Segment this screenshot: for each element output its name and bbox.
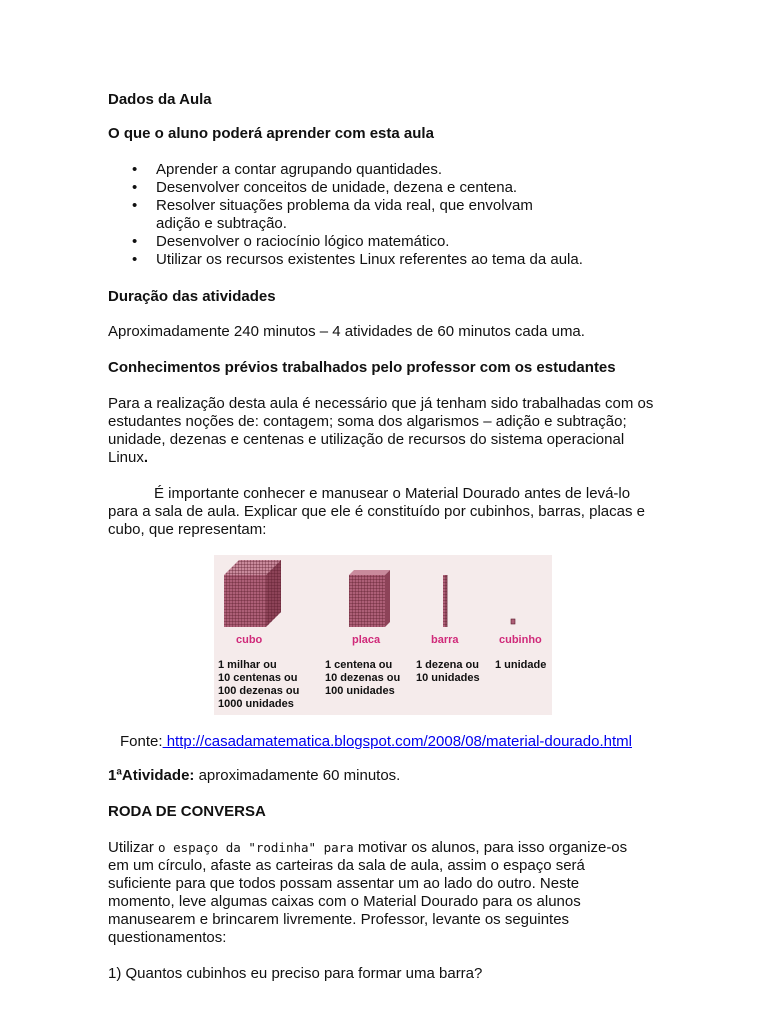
label-barra: barra [431, 634, 459, 646]
label-placa: placa [352, 634, 381, 646]
cubo-description: 1 milhar ou 10 centenas ou 100 dezenas ou 1000 unidades [218, 659, 300, 710]
heading-roda-de-conversa: RODA DE CONVERSA [108, 803, 266, 820]
heading-o-que-aprender: O que o aluno poderá aprender com esta aula [108, 125, 434, 142]
bullet-icon: • [132, 197, 138, 214]
cubinho-icon [511, 619, 515, 624]
material-dourado-paragraph: É importante conhecer e manusear o Material Dourado antes de levá-lo para a sala de aula. Explicar que ele é constituído por cubinhos, barras, placas e cubo, que representam: [108, 485, 645, 538]
cubinho-description: 1 unidade [495, 659, 547, 671]
barra-icon [443, 575, 447, 627]
barra-description: 1 dezena ou 10 unidades [416, 659, 480, 684]
placa-description: 1 centena ou 10 dezenas ou 100 unidades [325, 659, 401, 697]
question-1: 1) Quantos cubinhos eu preciso para formar uma barra? [108, 965, 483, 982]
roda-paragraph: Utilizar o espaço da "rodinha" para motivar os alunos, para isso organize-os em um círculo, afaste as carteiras da sala de aula, assim o espaço será suficiente para que todos possam assentar um ao lado do outro. Neste momento, leve algumas caixas com o Material Dourado para os alunos manusearem e brincarem livremente. Professor, levante os seguintes questionamentos: [108, 839, 628, 946]
previos-paragraph: Para a realização desta aula é necessário que já tenham sido trabalhadas com os estudantes noções de: contagem; soma dos algarismos – adição e subtração; unidade, dezenas e centenas e utilização de recursos do sistema operacional Linux. [108, 395, 654, 466]
fonte-link[interactable]: http://casadamatematica.blogspot.com/2008/08/material-dourado.html [162, 733, 632, 750]
objectives-list [108, 161, 656, 269]
bullet-icon: • [132, 251, 138, 268]
heading-conhecimentos-previos: Conhecimentos prévios trabalhados pelo professor com os estudantes [108, 359, 616, 376]
label-cubinho: cubinho [499, 634, 542, 646]
label-cubo: cubo [236, 634, 263, 646]
heading-duracao: Duração das atividades [108, 288, 276, 305]
objective-item: • Desenvolver o raciocínio lógico matemático. [132, 233, 450, 250]
objective-item: • Desenvolver conceitos de unidade, dezena e centena. [132, 179, 518, 196]
heading-dados-da-aula: Dados da Aula [108, 91, 212, 108]
placa-icon [349, 570, 390, 627]
duracao-text: Aproximadamente 240 minutos – 4 atividades de 60 minutos cada uma. [108, 323, 585, 340]
cubo-icon [224, 560, 281, 627]
atividade-line: 1ªAtividade: aproximadamente 60 minutos. [108, 767, 401, 784]
bullet-icon: • [132, 179, 138, 196]
material-dourado-figure [214, 555, 552, 715]
objective-item: • Resolver situações problema da vida real, que envolvam adição e subtração. [132, 197, 533, 232]
fonte-line: Fonte: http://casadamatematica.blogspot.com/2008/08/material-dourado.html [120, 733, 632, 750]
bullet-icon: • [132, 161, 138, 178]
bullet-icon: • [132, 233, 138, 250]
objective-item: • Aprender a contar agrupando quantidades. [132, 161, 443, 178]
objective-item: • Utilizar os recursos existentes Linux referentes ao tema da aula. [132, 251, 583, 268]
